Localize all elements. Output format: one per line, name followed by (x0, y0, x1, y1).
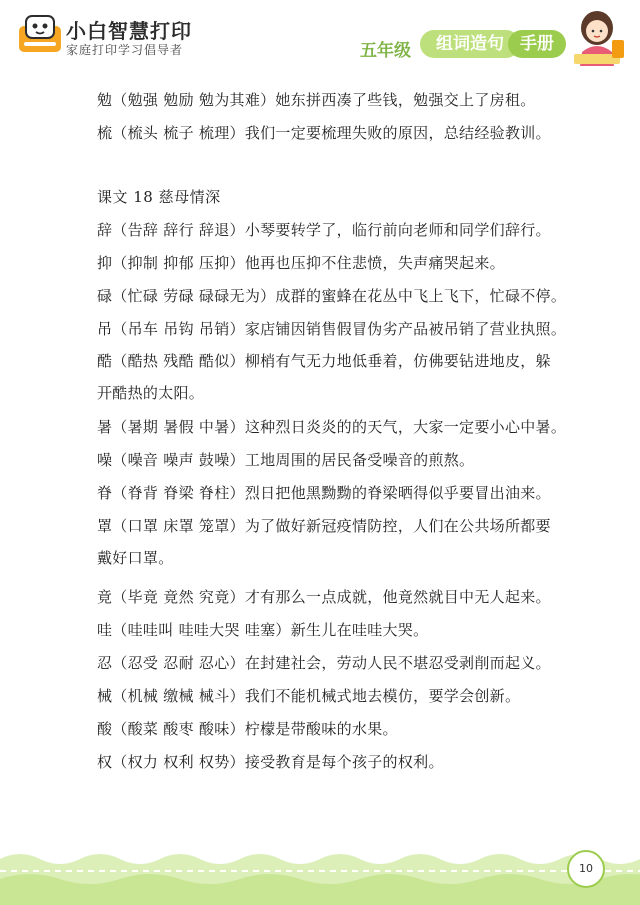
entry-line: 开酷热的太阳。 (97, 384, 205, 402)
section-title: 课文 18 慈母情深 (97, 188, 221, 206)
entry-line: 忍（忍受 忍耐 忍心）在封建社会，劳动人民不堪忍受剥削而起义。 (97, 654, 551, 672)
entry-line: 勉（勉强 勉励 勉为其难）她东拼西凑了些钱，勉强交上了房租。 (97, 91, 536, 109)
entry-line: 械（机械 缴械 械斗）我们不能机械式地去模仿，要学会创新。 (97, 687, 521, 705)
robot-printer-logo-icon (18, 14, 62, 54)
entry-line: 碌（忙碌 劳碌 碌碌无为）成群的蜜蜂在花丛中飞上飞下，忙碌不停。 (97, 287, 567, 305)
grade-label: 五年级 (360, 41, 411, 61)
entry-line: 梳（梳头 梳子 梳理）我们一定要梳理失败的原因，总结经验教训。 (97, 124, 551, 142)
footer-decoration (0, 835, 640, 905)
brand-name: 小白智慧打印 (66, 19, 192, 43)
entry-line: 脊（脊背 脊梁 脊柱）烈日把他黑黝黝的脊梁晒得似乎要冒出油来。 (97, 484, 551, 502)
entry-line: 罩（口罩 床罩 笼罩）为了做好新冠疫情防控，人们在公共场所都要 (97, 517, 551, 535)
entry-line: 吊（吊车 吊钩 吊销）家店铺因销售假冒伪劣产品被吊销了营业执照。 (97, 320, 567, 338)
entry-line: 酷（酷热 残酷 酷似）柳梢有气无力地低垂着，仿佛要钻进地皮，躲 (97, 352, 551, 370)
girl-reading-mascot-icon (564, 6, 630, 68)
page-header (0, 0, 640, 78)
entry-line: 权（权力 权利 权势）接受教育是每个孩子的权利。 (97, 753, 444, 771)
entry-line: 抑（抑制 抑郁 压抑）他再也压抑不住悲愤，失声痛哭起来。 (97, 254, 505, 272)
entry-line: 戴好口罩。 (97, 549, 174, 567)
entry-line: 哇（哇哇叫 哇哇大哭 哇塞）新生儿在哇哇大哭。 (97, 621, 429, 639)
entry-line: 竟（毕竟 竟然 究竟）才有那么一点成就，他竟然就目中无人起来。 (97, 588, 551, 606)
entry-line: 暑（暑期 暑假 中暑）这种烈日炎炎的的天气，大家一定要小心中暑。 (97, 418, 567, 436)
entry-line: 酸（酸菜 酸枣 酸味）柠檬是带酸味的水果。 (97, 720, 398, 738)
topic-badge: 组词造句 (420, 30, 520, 58)
entry-line: 辞（告辞 辞行 辞退）小琴要转学了，临行前向老师和同学们辞行。 (97, 221, 551, 239)
brand-tagline: 家庭打印学习倡导者 (66, 43, 184, 57)
page-number: 10 (567, 850, 605, 888)
book-badge: 手册 (508, 30, 566, 58)
entry-line: 噪（噪音 噪声 鼓噪）工地周围的居民备受噪音的煎熬。 (97, 451, 475, 469)
